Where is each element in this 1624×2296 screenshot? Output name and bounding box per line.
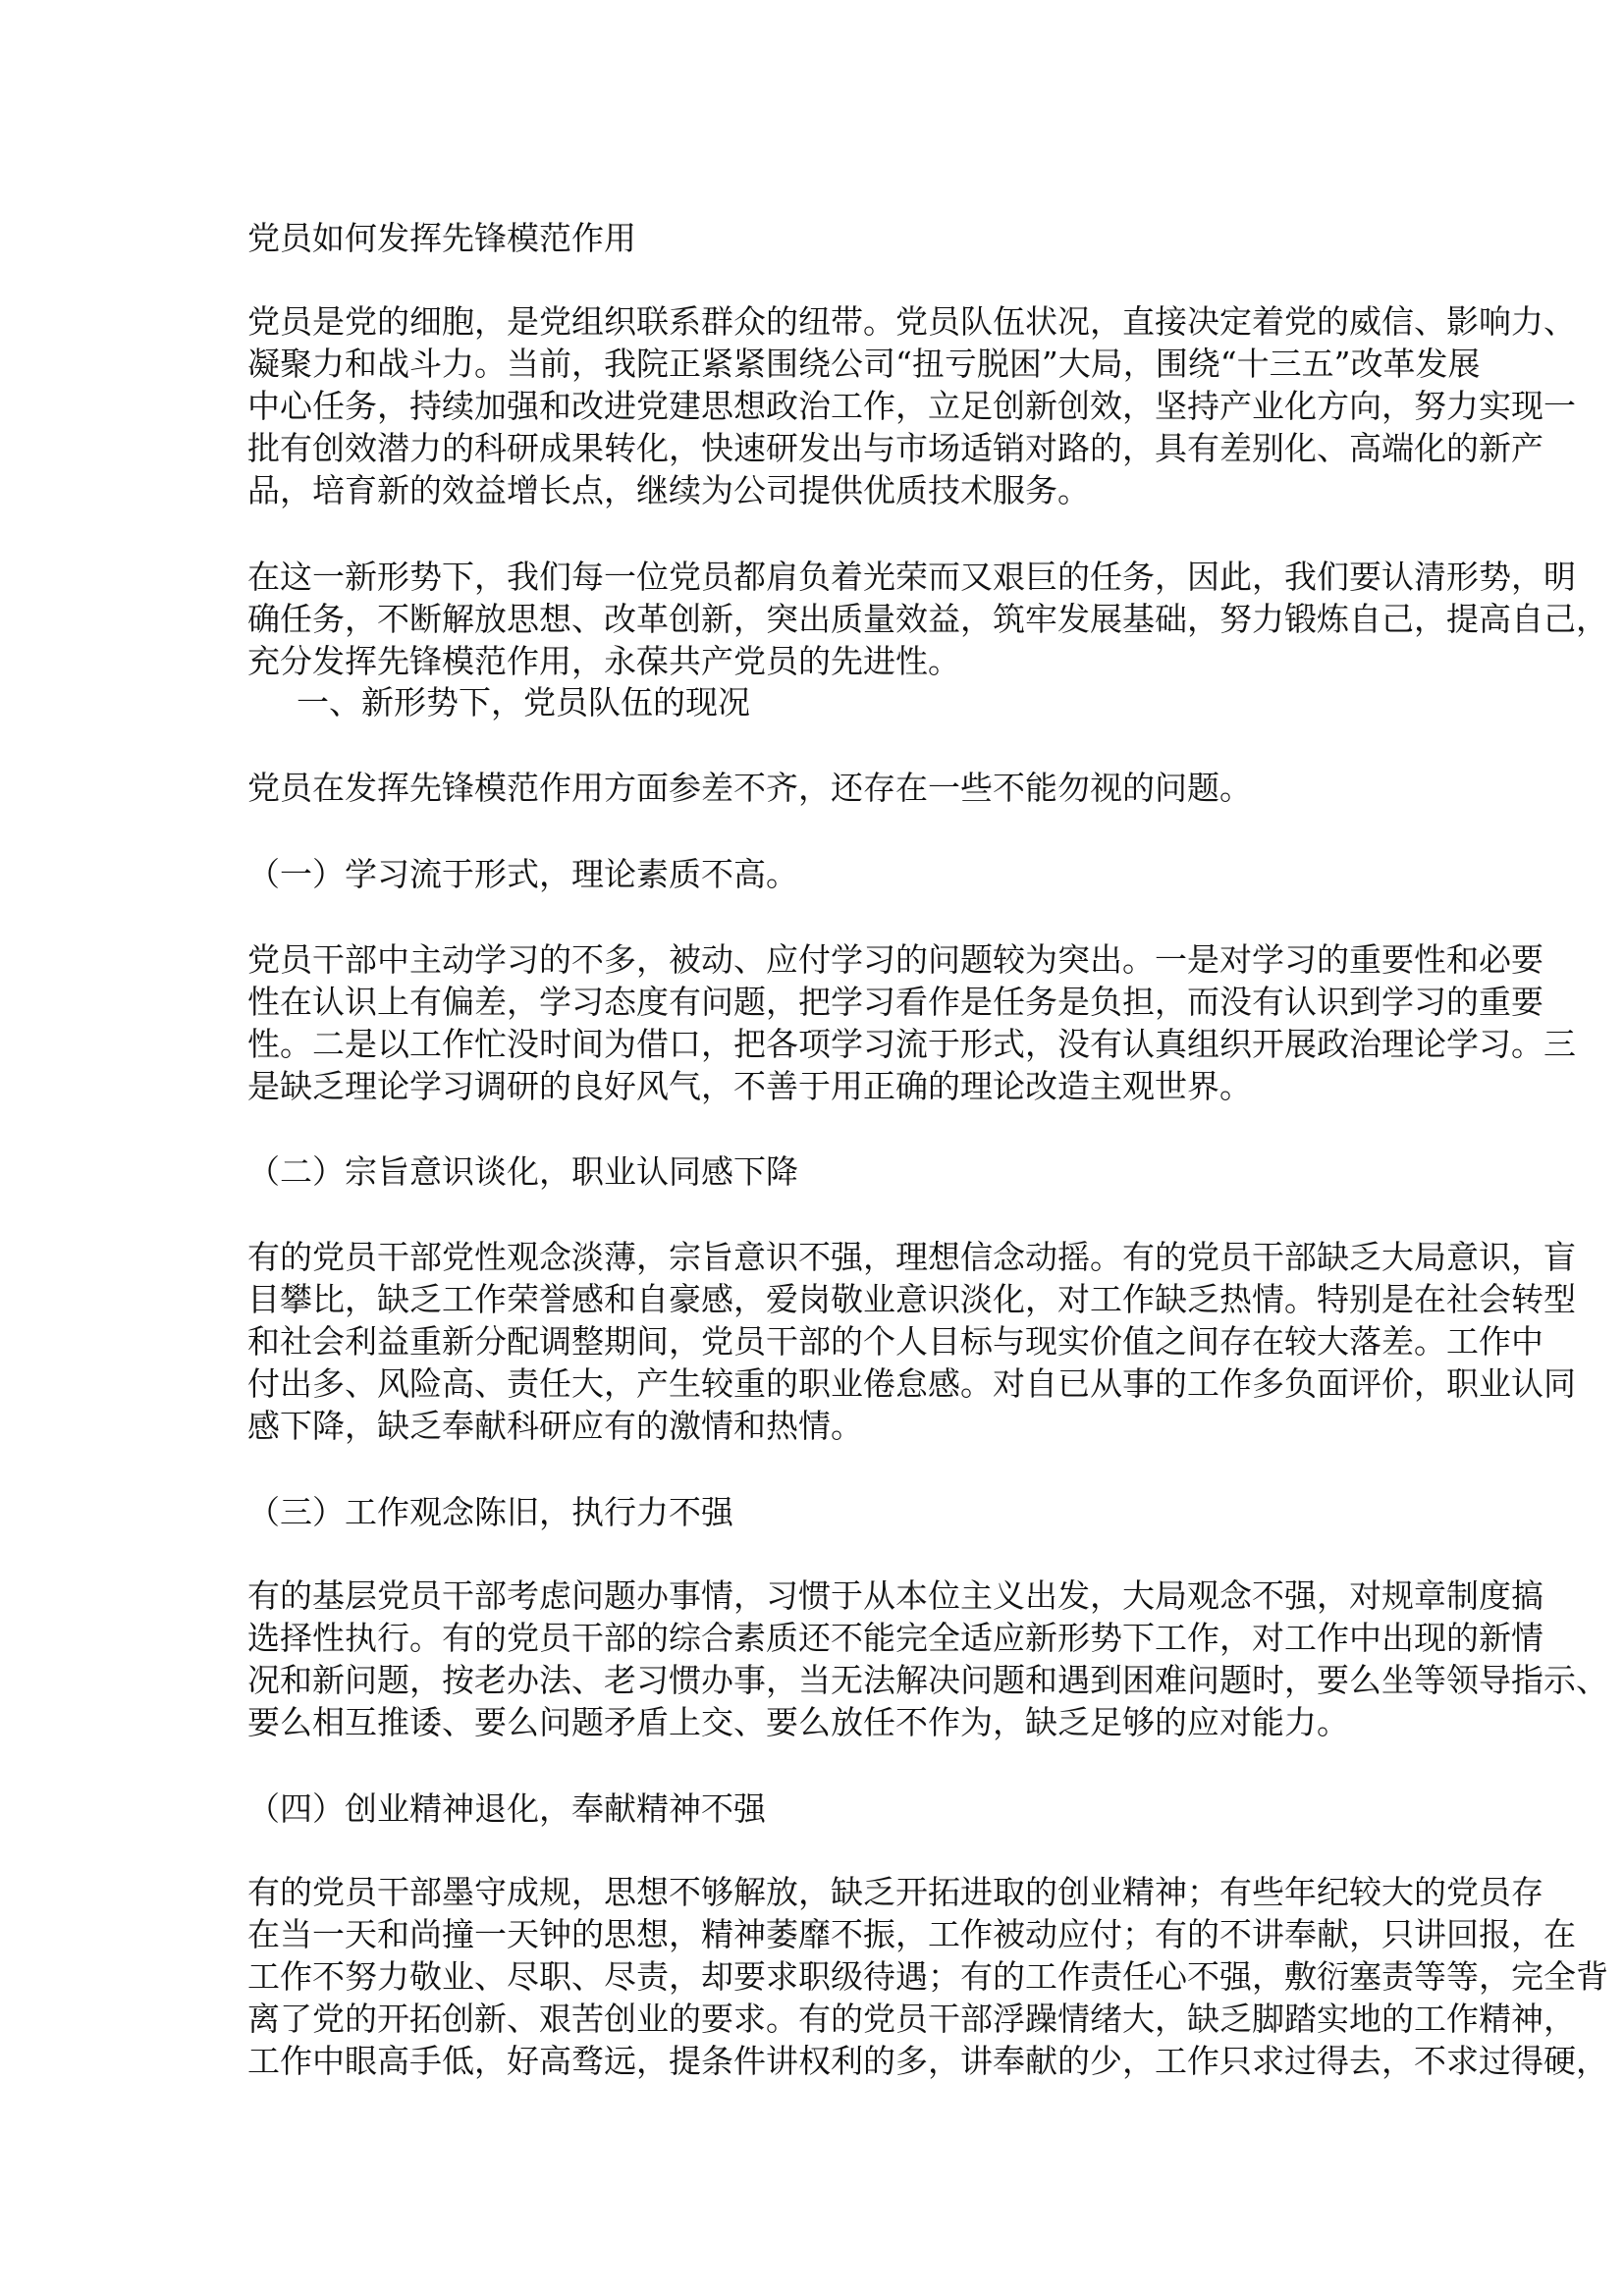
text-line: 在当一天和尚撞一天钟的思想，精神萎靡不振，工作被动应付；有的不讲奉献，只讲回报，在 xyxy=(247,1915,1576,1953)
text-line: 有的党员干部墨守成规，思想不够解放，缺乏开拓进取的创业精神；有些年纪较大的党员存 xyxy=(247,1873,1543,1911)
text-line: 品，培育新的效益增长点，继续为公司提供优质技术服务。 xyxy=(247,471,1090,509)
text-line: 工作中眼高手低，好高骛远，提条件讲权利的多，讲奉献的少，工作只求过得去，不求过得硬， xyxy=(247,2042,1608,2080)
text-line: 离了党的开拓创新、艰苦创业的要求。有的党员干部浮躁情绪大，缺乏脚踏实地的工作精神， xyxy=(247,2000,1576,2038)
text-line: 况和新问题，按老办法、老习惯办事，当无法解决问题和遇到困难问题时，要么坐等领导指示、 xyxy=(247,1661,1608,1699)
text-line: 性在认识上有偏差，学习态度有问题，把学习看作是任务是负担，而没有认识到学习的重要 xyxy=(247,983,1543,1021)
paragraph-1 xyxy=(247,938,1576,1107)
text-line: 和社会利益重新分配调整期间，党员干部的个人目标与现实价值之间存在较大落差。工作中 xyxy=(247,1322,1543,1361)
paragraph-new-situation xyxy=(247,556,1608,682)
text-line: （一）学习流于形式，理论素质不高。 xyxy=(247,855,798,893)
section-heading-1 xyxy=(297,681,1432,723)
text-line: 付出多、风险高、责任大，产生较重的职业倦怠感。对自已从事的工作多负面评价，职业认同 xyxy=(247,1364,1576,1403)
text-line: （四）创业精神退化，奉献精神不强 xyxy=(247,1789,766,1828)
text-line: 党员在发挥先锋模范作用方面参差不齐，还存在一些不能勿视的问题。 xyxy=(247,769,1252,807)
text-line: 是缺乏理论学习调研的良好风气，不善于用正确的理论改造主观世界。 xyxy=(247,1067,1252,1105)
text-line: （三）工作观念陈旧，执行力不强 xyxy=(247,1493,733,1531)
text-line: 目攀比，缺乏工作荣誉感和自豪感，爱岗敬业意识淡化，对工作缺乏热情。特别是在社会转型 xyxy=(247,1280,1576,1318)
paragraph-4 xyxy=(247,1871,1608,2082)
text-line: 选择性执行。有的党员干部的综合素质还不能完全适应新形势下工作，对工作中出现的新情 xyxy=(247,1619,1543,1657)
text-line: 充分发挥先锋模范作用，永葆共产党员的先进性。 xyxy=(247,642,960,680)
text-line: 在这一新形势下，我们每一位党员都肩负着光荣而又艰巨的任务，因此，我们要认清形势，明 xyxy=(247,558,1576,596)
subheading-2 xyxy=(247,1150,1382,1193)
subheading-4 xyxy=(247,1788,1382,1830)
text-line: 一、新形势下，党员队伍的现况 xyxy=(297,683,750,721)
text-line: 党员干部中主动学习的不多，被动、应付学习的问题较为突出。一是对学习的重要性和必要 xyxy=(247,940,1543,979)
text-line: 批有创效潜力的科研成果转化，快速研发出与市场适销对路的，具有差别化、高端化的新产 xyxy=(247,429,1543,467)
text-line: 要么相互推诿、要么问题矛盾上交、要么放任不作为，缺乏足够的应对能力。 xyxy=(247,1703,1349,1741)
paragraph-3 xyxy=(247,1575,1608,1743)
text-line: 感下降，缺乏奉献科研应有的激情和热情。 xyxy=(247,1407,863,1445)
text-line: 有的基层党员干部考虑问题办事情，习惯于从本位主义出发，大局观念不强，对规章制度搞 xyxy=(247,1576,1543,1615)
paragraph-intro xyxy=(247,300,1576,511)
text-line: 有的党员干部党性观念淡薄，宗旨意识不强，理想信念动摇。有的党员干部缺乏大局意识，盲 xyxy=(247,1238,1576,1276)
text-line: （二）宗旨意识谈化，职业认同感下降 xyxy=(247,1152,798,1191)
paragraph-2 xyxy=(247,1236,1576,1447)
text-line: 凝聚力和战斗力。当前，我院正紧紧围绕公司“扭亏脱困”大局，围绕“十三五”改革发展 xyxy=(247,345,1481,383)
text-line: 中心任务，持续加强和改进党建思想政治工作，立足创新创效，坚持产业化方向，努力实现一 xyxy=(247,387,1576,425)
paragraph-overview xyxy=(247,767,1382,809)
subheading-3 xyxy=(247,1491,1382,1533)
document-title: 党员如何发挥先锋模范作用 xyxy=(247,219,636,257)
text-line: 党员是党的细胞，是党组织联系群众的纽带。党员队伍状况，直接决定着党的威信、影响力、 xyxy=(247,302,1576,341)
text-line: 性。二是以工作忙没时间为借口，把各项学习流于形式，没有认真组织开展政治理论学习。三 xyxy=(247,1025,1576,1063)
subheading-1 xyxy=(247,853,1382,895)
text-line: 确任务，不断解放思想、改革创新，突出质量效益，筑牢发展基础，努力锻炼自己，提高自己， xyxy=(247,600,1608,638)
text-line: 工作不努力敬业、尽职、尽责，却要求职级待遇；有的工作责任心不强，敷衍塞责等等，完全背 xyxy=(247,1957,1608,1996)
